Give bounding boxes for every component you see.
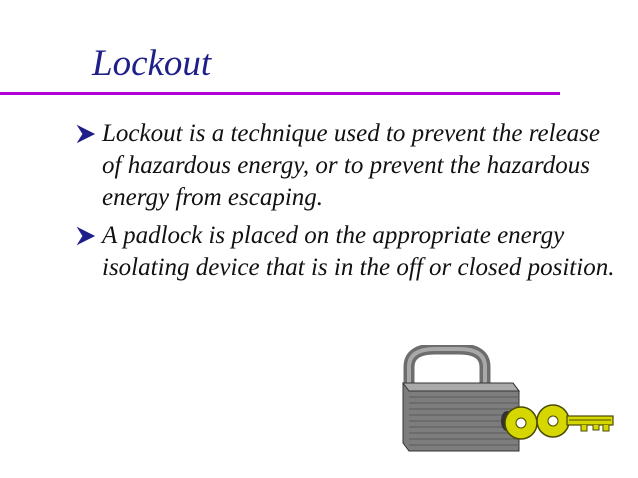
bullet-item xyxy=(76,118,616,214)
slide-title: Lockout xyxy=(92,43,212,84)
arrowhead-bullet-icon xyxy=(76,124,96,144)
bullet-text: A padlock is placed on the appropriate energy isolating device that is in the off or closed position. xyxy=(102,222,615,281)
bullet-list xyxy=(76,118,616,290)
title-divider xyxy=(0,92,560,95)
padlock-with-keys-icon xyxy=(395,345,620,455)
bullet-text: Lockout is a technique used to prevent the release of hazardous energy, or to prevent the hazardous energy from escaping. xyxy=(102,120,601,211)
arrowhead-bullet-icon xyxy=(76,226,96,246)
bullet-item xyxy=(76,220,616,284)
